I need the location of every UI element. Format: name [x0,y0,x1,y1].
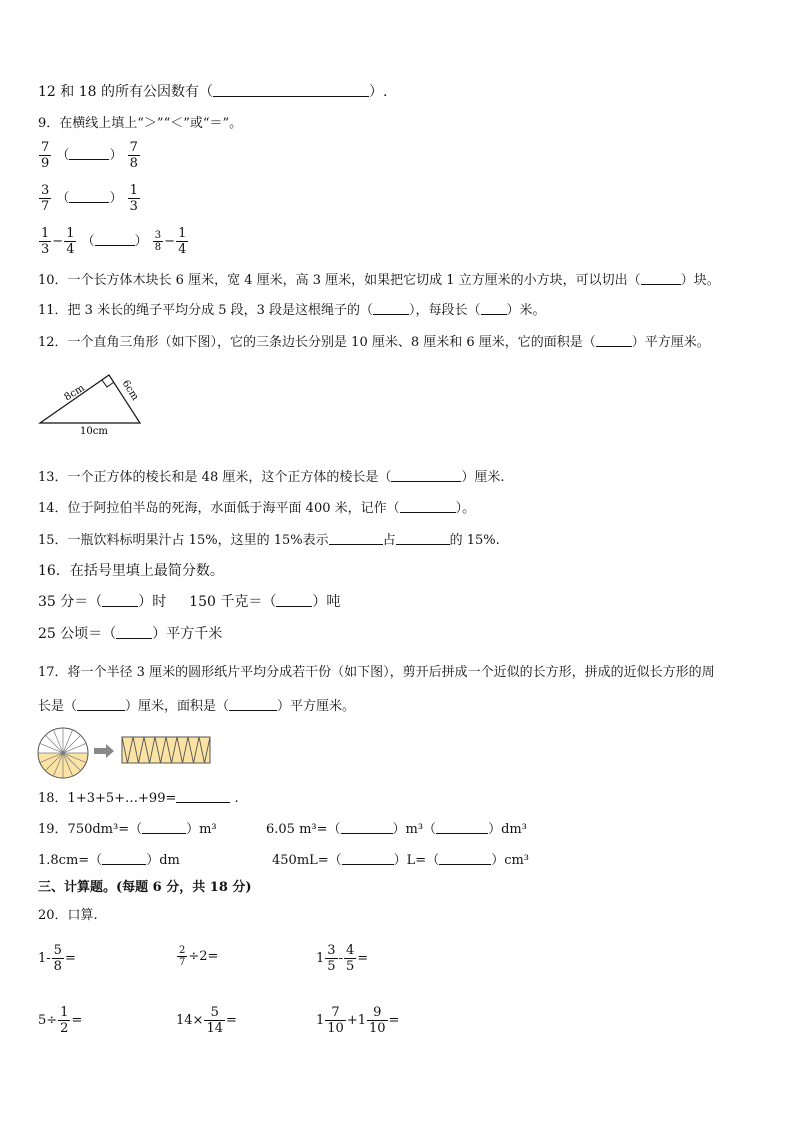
q13-answer-blank[interactable] [391,469,461,482]
q19-blank-m3-2[interactable] [341,821,393,834]
q19-blank-dm[interactable] [102,852,146,865]
q19-row2-right: 450mL=（ ）L=（ ）cm³ [272,853,530,868]
q9-row1-frac-a: $\frac{7}{9}$ [41,140,50,171]
q9-row3-blank[interactable] [95,233,135,246]
q14-line: 14．位于阿拉伯半岛的死海，水面低于海平面 400 米，记作（ ）。 [38,501,476,516]
q18-line: 18．1+3+5+…+99= . [38,791,239,806]
q9-row3-frac-a1: $\frac{1}{3}$ [41,226,50,257]
q17-line2: 长是（ ）厘米，面积是（ ）平方厘米。 [38,699,356,714]
q11-blank-fraction[interactable] [373,302,409,315]
q20-expr-1: 1- $\frac{5}{8}$ = [38,943,76,974]
q10-answer-blank[interactable] [641,272,681,285]
q19-blank-cm3[interactable] [439,852,491,865]
q9-row1-frac-b: $\frac{7}{8}$ [129,140,138,171]
q20-expr-5: 14× $\frac{5}{14}$ = [176,1005,237,1036]
q9-row2-frac-a: $\frac{3}{7}$ [41,183,50,214]
q16-prompt: 16．在括号里填上最简分数。 [38,563,224,579]
q16-blank-km2[interactable] [116,626,152,639]
q9-row3-frac-b2: $\frac{1}{4}$ [178,226,187,257]
q15-blank-2[interactable] [396,532,450,545]
label-10cm: 10cm [80,426,108,436]
q15-blank-1[interactable] [329,532,383,545]
q19-blank-m3-1[interactable] [142,821,186,834]
q20-expr-2: $\frac{2}{7}$ ÷2= [179,945,219,968]
q12-line: 12．一个直角三角形（如下图），它的三条边长分别是 10 厘米、8 厘米和 6 厘米，它的面积是（ ）平方厘米。 [38,335,710,350]
q9-row1-blank[interactable] [69,147,109,160]
q17-blank-area[interactable] [229,698,277,711]
q11-line: 11．把 3 米长的绳子平均分成 5 段，3 段是这根绳子的（ ），每段长（ ）米。 [38,303,546,318]
q15-line: 15．一瓶饮料标明果汁占 15%，这里的 15%表示 占 的 15%. [38,533,500,548]
label-6cm: 6cm [119,378,141,403]
q13-line: 13．一个正方体的棱长和是 48 厘米，这个正方体的棱长是（ ）厘米. [38,470,505,485]
q18-answer-blank[interactable] [176,790,230,803]
q20-prompt: 20．口算. [38,908,98,923]
approx-rectangle [122,737,210,763]
q19-row1-right: 6.05 m³=（ ）m³（ ）dm³ [266,822,527,837]
q9-row2: $\frac{3}{7}$ （ ） $\frac{1}{3}$ [41,183,138,214]
q9-row3-frac-a2: $\frac{1}{4}$ [66,226,75,257]
q19-row2-left: 1.8cm=（ ）dm [38,853,180,868]
q9-row1: $\frac{7}{9}$ （ ） $\frac{7}{8}$ [41,140,138,171]
q9-row2-blank[interactable] [69,190,109,203]
q12-answer-blank[interactable] [596,334,632,347]
label-8cm: 8cm [62,382,87,404]
arrow-icon [94,744,114,758]
q14-answer-blank[interactable] [400,500,456,513]
q11-blank-length[interactable] [481,302,507,315]
q8-line [38,84,387,100]
right-triangle-figure [36,368,148,436]
q20-expr-4: 5÷ $\frac{1}{2}$ = [38,1005,83,1036]
q8-text-before: 12 和 18 的所有公因数有（ [38,84,213,100]
q10-line: 10．一个长方体木块长 6 厘米，宽 4 厘米，高 3 厘米，如果把它切成 1 立方厘米的小方块，可以切出（ ）块。 [38,273,720,288]
q17-line1: 17．将一个半径 3 厘米的圆形纸片平均分成若干份（如下图），剪开后拼成一个近似的长方形，拼成的近似长方形的周 [38,665,715,680]
q19-blank-l[interactable] [342,852,394,865]
q19-blank-dm3[interactable] [436,821,488,834]
q9-row2-frac-b: $\frac{1}{3}$ [129,183,138,214]
q19-row1-left: 19．750dm³=（ ）m³ [38,822,217,837]
q9-row3-frac-b1: $\frac{3}{8}$ [154,230,162,253]
q8-text-after: ）. [368,84,388,100]
divided-circle [38,728,88,778]
q8-answer-blank[interactable] [213,84,369,97]
q17-blank-perimeter[interactable] [77,698,125,711]
q9-row3: $\frac{1}{3}$ − $\frac{1}{4}$ （ ） $\frac{3}{8}$ − $\frac{1}{4}$ [41,226,187,257]
q20-expr-6: 1 $\frac{7}{10}$ +1 $\frac{9}{10}$ = [316,1005,400,1036]
q16-blank-ton[interactable] [276,594,312,607]
circle-to-rectangle-figure [36,726,216,782]
q9-prompt: 9．在横线上填上“＞”“＜”或“＝”。 [38,116,243,131]
q16-line2: 25 公顷＝（ ）平方千米 [38,626,223,642]
q16-blank-hour[interactable] [102,594,138,607]
section3-title: 三、计算题。(每题 6 分，共 18 分) [38,880,252,895]
q20-expr-3: 1 $\frac{3}{5}$ - $\frac{4}{5}$ = [316,943,369,974]
q16-line1: 35 分＝（ ）时 150 千克＝（ ）吨 [38,594,341,610]
